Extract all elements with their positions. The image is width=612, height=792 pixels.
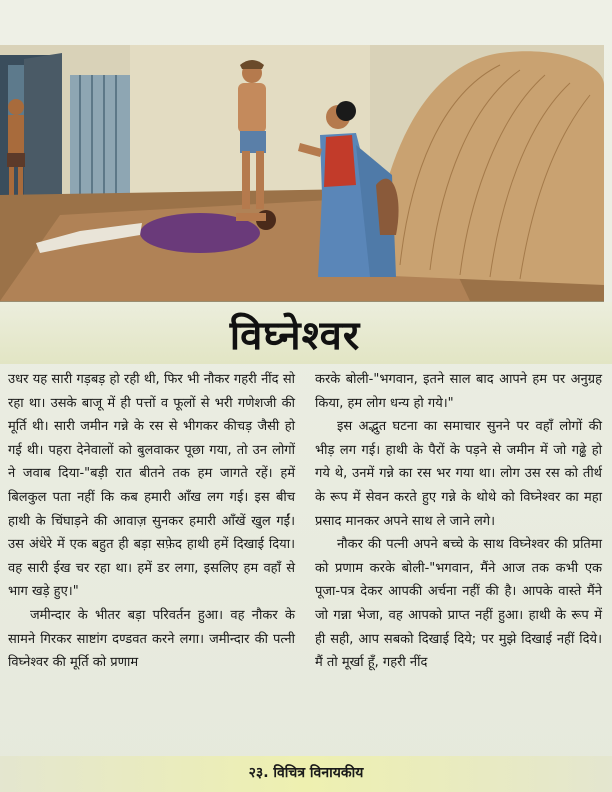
paragraph: जमीन्दार के भीतर बड़ा परिवर्तन हुआ। वह नौकर के सामने गिरकर साष्टांग दण्डवत करने लगा। जमीन्दार की पत्नी विघ्नेश्वर की मूर्ति को प्रणाम	[8, 607, 295, 671]
right-column	[315, 368, 602, 753]
paragraph: नौकर की पत्नी अपने बच्चे के साथ विघ्नेश्वर की प्रतिमा को प्रणाम करके बोली-"भगवान, मैंने आज तक कभी एक पूजा-पत्र देकर आपकी अर्चना नहीं की है। आपके वास्ते मैंने जो गन्ना भेजा, वह आपको प्राप्त नहीं हुआ। हाथी के रूप में ही सही, आप सबको दिखाई दिये; पर मुझे दिखाई नहीं दिये। मैं तो मूर्खा हूँ, गहरी नींद	[315, 537, 602, 671]
story-illustration	[0, 45, 604, 302]
text-columns	[8, 368, 602, 753]
paragraph: उधर यह सारी गड़बड़ हो रही थी, फिर भी नौकर गहरी नींद सो रहा था। उसके बाजू में ही पत्तों व फूलों से भरी गणेशजी की मूर्ति थी। सारी जमीन गन्ने के रस से भीगकर कीचड़ जैसी हो गई थी। पहरा देनेवालों को बुलवाकर पूछा गया, तो उन लोगों ने जवाब दिया-"बड़ी रात बीतने तक हम जागते रहें। हमें बिलकुल पता नहीं कि कब हमारी आँख लग गई। इस बीच हाथी के चिंघाड़ने की आवाज़ सुनकर हमारी आँखें खुल गईं। उस अंधेरे में एक बहुत ही बड़ा सफ़ेद हाथी हमें दिखाई दिया। वह सारी ईख चर रहा था। हमें डर लगा, इसलिए हम वहाँ से भाग खड़े हुए।"	[8, 372, 295, 600]
paragraph: इस अद्भुत घटना का समाचार सुनने पर वहाँ लोगों की भीड़ लग गई। हाथी के पैरों के पड़ने से जमीन में जो गढ्ढे हो गये थे, उनमें गन्ने का रस भर गया था। लोग उस रस को तीर्थ के रूप में सेवन करते हुए गन्ने के थोथे को विघ्नेश्वर का महा प्रसाद मानकर अपने साथ ले जाने लगे।	[315, 419, 602, 529]
paragraph: करके बोली-"भगवान, इतने साल बाद आपने हम पर अनुग्रह किया, हम लोग धन्य हो गये।"	[315, 372, 602, 411]
left-column	[8, 368, 295, 753]
page-footer: २३. विचित्र विनायकीय	[248, 764, 364, 781]
story-title: विघ्नेश्वर	[229, 312, 361, 359]
